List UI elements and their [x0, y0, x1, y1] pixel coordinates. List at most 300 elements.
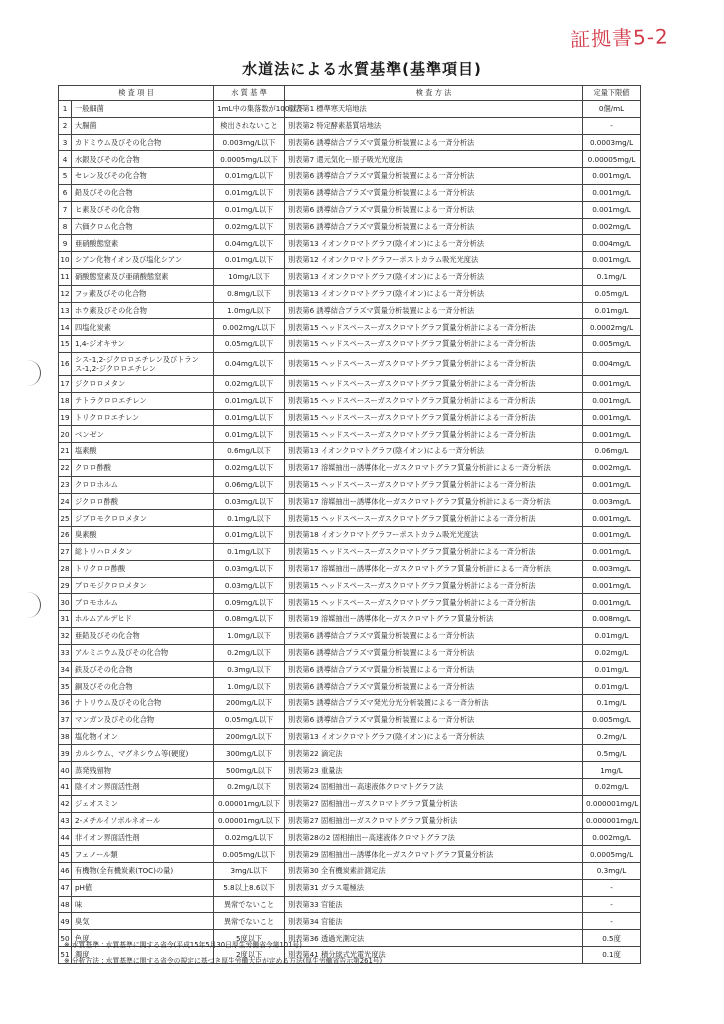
table-row: [59, 527, 641, 544]
row-number: 12: [59, 285, 72, 302]
row-number: 4: [59, 151, 72, 168]
row-method: 別表第6 誘導結合プラズマ質量分析装置による一斉分析法: [285, 201, 583, 218]
table-row: [59, 352, 641, 375]
row-standard: 0.05mg/L以下: [214, 711, 285, 728]
row-standard: 0.2mg/L以下: [214, 644, 285, 661]
row-limit: 0.004mg/L: [583, 235, 641, 252]
row-standard: 0.02mg/L以下: [214, 375, 285, 392]
row-limit: 0.02mg/L: [583, 779, 641, 796]
row-number: 28: [59, 560, 72, 577]
table-row: [59, 493, 641, 510]
row-limit: 0.001mg/L: [583, 577, 641, 594]
row-method: 別表第34 官能法: [285, 913, 583, 930]
table-header-row: [59, 86, 641, 101]
row-standard: 0.04mg/L以下: [214, 352, 285, 375]
row-method: 別表第15 ヘッドスペースーガスクロマトグラフ質量分析計による一斉分析法: [285, 409, 583, 426]
row-standard: 0.1mg/L以下: [214, 543, 285, 560]
row-item: 蒸発残留物: [72, 762, 214, 779]
row-number: 3: [59, 134, 72, 151]
table-row: [59, 913, 641, 930]
row-limit: 0.001mg/L: [583, 168, 641, 185]
row-item: ジェオスミン: [72, 795, 214, 812]
row-limit: 0.001mg/L: [583, 543, 641, 560]
row-number: 29: [59, 577, 72, 594]
row-method: 別表第6 誘導結合プラズマ質量分析装置による一斉分析法: [285, 134, 583, 151]
row-standard: 0.02mg/L以下: [214, 829, 285, 846]
row-standard: 0.01mg/L以下: [214, 168, 285, 185]
row-number: 47: [59, 879, 72, 896]
row-limit: 0.002mg/L: [583, 459, 641, 476]
row-limit: 0.001mg/L: [583, 594, 641, 611]
row-standard: 10mg/L以下: [214, 268, 285, 285]
table-row: [59, 879, 641, 896]
row-number: 6: [59, 184, 72, 201]
row-item: 亜鉛及びその化合物: [72, 627, 214, 644]
row-number: 36: [59, 695, 72, 712]
row-method: 別表第2 特定酵素基質培地法: [285, 117, 583, 134]
row-method: 別表第36 透過光測定法: [285, 930, 583, 947]
table-row: [59, 762, 641, 779]
row-number: 27: [59, 543, 72, 560]
row-limit: 0.0005mg/L: [583, 846, 641, 863]
row-number: 34: [59, 661, 72, 678]
row-number: 45: [59, 846, 72, 863]
row-item: シアン化物イオン及び塩化シアン: [72, 252, 214, 269]
row-number: 33: [59, 644, 72, 661]
row-limit: 0.01mg/L: [583, 661, 641, 678]
row-limit: 0個/mL: [583, 101, 641, 118]
row-number: 44: [59, 829, 72, 846]
row-number: 14: [59, 319, 72, 336]
header-standard: 水 質 基 準: [214, 86, 285, 101]
row-method: 別表第6 誘導結合プラズマ質量分析装置による一斉分析法: [285, 644, 583, 661]
row-item: カドミウム及びその化合物: [72, 134, 214, 151]
row-number: 30: [59, 594, 72, 611]
row-item: ナトリウム及びその化合物: [72, 695, 214, 712]
row-number: 42: [59, 795, 72, 812]
row-standard: 0.02mg/L以下: [214, 459, 285, 476]
row-method: 別表第15 ヘッドスペースーガスクロマトグラフ質量分析計による一斉分析法: [285, 392, 583, 409]
table-row: [59, 151, 641, 168]
row-standard: 異常でないこと: [214, 913, 285, 930]
row-standard: 1.0mg/L以下: [214, 302, 285, 319]
row-method: 別表第6 誘導結合プラズマ質量分析装置による一斉分析法: [285, 218, 583, 235]
row-limit: 0.002mg/L: [583, 218, 641, 235]
table-row: [59, 184, 641, 201]
table-row: [59, 560, 641, 577]
row-standard: 0.01mg/L以下: [214, 527, 285, 544]
row-limit: 0.004mg/L: [583, 352, 641, 375]
row-item: 鉛及びその化合物: [72, 184, 214, 201]
table-row: [59, 336, 641, 353]
table-row: [59, 235, 641, 252]
row-item: アルミニウム及びその化合物: [72, 644, 214, 661]
row-method: 別表第15 ヘッドスペースーガスクロマトグラフ質量分析計による一斉分析法: [285, 577, 583, 594]
row-item: 一般細菌: [72, 101, 214, 118]
table-row: [59, 846, 641, 863]
row-method: 別表第29 固相抽出ー誘導体化ーガスクロマトグラフ質量分析法: [285, 846, 583, 863]
table-row: [59, 443, 641, 460]
row-standard: 200mg/L以下: [214, 728, 285, 745]
row-standard: 0.00001mg/L以下: [214, 795, 285, 812]
row-method: 別表第31 ガラス電極法: [285, 879, 583, 896]
row-limit: 0.05mg/L: [583, 285, 641, 302]
row-item: 濁度: [72, 947, 214, 964]
row-number: 38: [59, 728, 72, 745]
row-number: 13: [59, 302, 72, 319]
table-row: [59, 426, 641, 443]
row-item: クロロホルム: [72, 476, 214, 493]
row-standard: 0.01mg/L以下: [214, 252, 285, 269]
row-limit: 0.001mg/L: [583, 527, 641, 544]
table-row: [59, 459, 641, 476]
row-limit: 0.5mg/L: [583, 745, 641, 762]
table-row: [59, 896, 641, 913]
row-item: テトラクロロエチレン: [72, 392, 214, 409]
row-item: 鉄及びその化合物: [72, 661, 214, 678]
row-method: 別表第17 溶媒抽出ー誘導体化ーガスクロマトグラフ質量分析計による一斉分析法: [285, 459, 583, 476]
row-method: 別表第6 誘導結合プラズマ質量分析装置による一斉分析法: [285, 184, 583, 201]
row-method: 別表第6 誘導結合プラズマ質量分析装置による一斉分析法: [285, 627, 583, 644]
row-number: 41: [59, 779, 72, 796]
table-row: [59, 285, 641, 302]
row-limit: 0.01mg/L: [583, 627, 641, 644]
row-number: 5: [59, 168, 72, 185]
row-number: 9: [59, 235, 72, 252]
row-limit: 0.001mg/L: [583, 510, 641, 527]
row-method: 別表第15 ヘッドスペースーガスクロマトグラフ質量分析計による一斉分析法: [285, 476, 583, 493]
table-row: [59, 661, 641, 678]
row-standard: 500mg/L以下: [214, 762, 285, 779]
row-number: 31: [59, 611, 72, 628]
row-standard: 0.01mg/L以下: [214, 392, 285, 409]
row-standard: 0.005mg/L以下: [214, 846, 285, 863]
row-method: 別表第17 溶媒抽出ー誘導体化ーガスクロマトグラフ質量分析計による一斉分析法: [285, 560, 583, 577]
row-limit: 0.001mg/L: [583, 409, 641, 426]
table-row: [59, 268, 641, 285]
table-row: [59, 375, 641, 392]
row-limit: -: [583, 896, 641, 913]
row-standard: 0.002mg/L以下: [214, 319, 285, 336]
row-number: 2: [59, 117, 72, 134]
row-item: 陰イオン界面活性剤: [72, 779, 214, 796]
table-row: [59, 392, 641, 409]
table-row: [59, 711, 641, 728]
row-standard: 1mL中の集落数が100以下: [214, 101, 285, 118]
row-item: ジクロロ酢酸: [72, 493, 214, 510]
row-number: 23: [59, 476, 72, 493]
row-item: フェノール類: [72, 846, 214, 863]
row-item: ベンゼン: [72, 426, 214, 443]
row-number: 35: [59, 678, 72, 695]
row-item: クロロ酢酸: [72, 459, 214, 476]
row-limit: -: [583, 913, 641, 930]
row-limit: 0.5度: [583, 930, 641, 947]
row-limit: 1mg/L: [583, 762, 641, 779]
row-standard: 2度以下: [214, 947, 285, 964]
table-row: [59, 611, 641, 628]
row-standard: 1.0mg/L以下: [214, 678, 285, 695]
row-limit: 0.3mg/L: [583, 863, 641, 880]
row-limit: 0.001mg/L: [583, 201, 641, 218]
row-method: 別表第6 誘導結合プラズマ質量分析装置による一斉分析法: [285, 711, 583, 728]
row-method: 別表第18 イオンクロマトグラフーポストカラム吸光光度法: [285, 527, 583, 544]
row-method: 別表第7 還元気化ー原子吸光光度法: [285, 151, 583, 168]
row-standard: 0.01mg/L以下: [214, 426, 285, 443]
row-limit: 0.1度: [583, 947, 641, 964]
row-limit: 0.001mg/L: [583, 476, 641, 493]
row-standard: 0.09mg/L以下: [214, 594, 285, 611]
row-limit: 0.005mg/L: [583, 336, 641, 353]
row-limit: 0.003mg/L: [583, 493, 641, 510]
row-item: セレン及びその化合物: [72, 168, 214, 185]
row-method: 別表第15 ヘッドスペースーガスクロマトグラフ質量分析計による一斉分析法: [285, 426, 583, 443]
row-number: 20: [59, 426, 72, 443]
table-row: [59, 101, 641, 118]
row-method: 別表第15 ヘッドスペースーガスクロマトグラフ質量分析計による一斉分析法: [285, 510, 583, 527]
row-item: 水銀及びその化合物: [72, 151, 214, 168]
row-limit: 0.001mg/L: [583, 375, 641, 392]
table-row: [59, 302, 641, 319]
row-standard: 0.02mg/L以下: [214, 218, 285, 235]
row-standard: 異常でないこと: [214, 896, 285, 913]
row-standard: 0.06mg/L以下: [214, 476, 285, 493]
row-number: 32: [59, 627, 72, 644]
row-item: 硝酸態窒素及び亜硝酸態窒素: [72, 268, 214, 285]
row-item: ブロモホルム: [72, 594, 214, 611]
table-row: [59, 594, 641, 611]
row-method: 別表第17 溶媒抽出ー誘導体化ーガスクロマトグラフ質量分析計による一斉分析法: [285, 493, 583, 510]
row-method: 別表第15 ヘッドスペースーガスクロマトグラフ質量分析計による一斉分析法: [285, 336, 583, 353]
row-item: カルシウム、マグネシウム等(硬度): [72, 745, 214, 762]
row-method: 別表第6 誘導結合プラズマ質量分析装置による一斉分析法: [285, 661, 583, 678]
row-method: 別表第13 イオンクロマトグラフ(陰イオン)による一斉分析法: [285, 285, 583, 302]
row-standard: 0.03mg/L以下: [214, 560, 285, 577]
table-row: [59, 745, 641, 762]
row-item: シス-1,2-ジクロロエチレン及びトランス-1,2-ジクロロエチレン: [72, 352, 214, 375]
row-item: 臭素酸: [72, 527, 214, 544]
row-limit: 0.002mg/L: [583, 829, 641, 846]
table-row: [59, 644, 641, 661]
punch-hole-mark: [14, 592, 41, 618]
row-number: 25: [59, 510, 72, 527]
header-method: 検 査 方 法: [285, 86, 583, 101]
row-number: 37: [59, 711, 72, 728]
row-item: 大腸菌: [72, 117, 214, 134]
row-standard: 0.01mg/L以下: [214, 409, 285, 426]
row-standard: 0.08mg/L以下: [214, 611, 285, 628]
row-number: 7: [59, 201, 72, 218]
row-method: 別表第19 溶媒抽出ー誘導体化ーガスクロマトグラフ質量分析法: [285, 611, 583, 628]
row-method: 別表第13 イオンクロマトグラフ(陰イオン)による一斉分析法: [285, 235, 583, 252]
row-item: トリクロロ酢酸: [72, 560, 214, 577]
row-number: 46: [59, 863, 72, 880]
row-method: 別表第6 誘導結合プラズマ質量分析装置による一斉分析法: [285, 678, 583, 695]
table-row: [59, 218, 641, 235]
row-method: 別表第13 イオンクロマトグラフ(陰イオン)による一斉分析法: [285, 443, 583, 460]
row-limit: 0.001mg/L: [583, 426, 641, 443]
row-standard: 0.003mg/L以下: [214, 134, 285, 151]
table-row: [59, 252, 641, 269]
row-limit: 0.0002mg/L: [583, 319, 641, 336]
table-row: [59, 829, 641, 846]
row-standard: 200mg/L以下: [214, 695, 285, 712]
row-number: 15: [59, 336, 72, 353]
table-row: [59, 627, 641, 644]
row-method: 別表第15 ヘッドスペースーガスクロマトグラフ質量分析計による一斉分析法: [285, 352, 583, 375]
row-item: 臭気: [72, 913, 214, 930]
row-limit: 0.1mg/L: [583, 695, 641, 712]
row-number: 10: [59, 252, 72, 269]
row-item: ホルムアルデヒド: [72, 611, 214, 628]
row-standard: 0.1mg/L以下: [214, 510, 285, 527]
footnote: ※ 水質基準 : 水質基準に関する省令(平成15年5月30日厚生労働省令第101号): [64, 941, 302, 949]
handwritten-exhibit-label: 証拠書5-2: [569, 24, 670, 52]
row-method: 別表第28の2 固相抽出ー高速液体クロマトグラフ法: [285, 829, 583, 846]
row-limit: 0.06mg/L: [583, 443, 641, 460]
row-limit: 0.02mg/L: [583, 644, 641, 661]
row-limit: -: [583, 117, 641, 134]
row-method: 別表第24 固相抽出ー高速液体クロマトグラフ法: [285, 779, 583, 796]
row-method: 別表第41 積分球式光電光度法: [285, 947, 583, 964]
table-row: [59, 678, 641, 695]
row-limit: 0.008mg/L: [583, 611, 641, 628]
row-number: 24: [59, 493, 72, 510]
row-method: 別表第13 イオンクロマトグラフ(陰イオン)による一斉分析法: [285, 728, 583, 745]
footnote: ※ 分析方法 : 水質基準に関する省令の規定に基づき厚生労働大臣が定める方法(厚生労働省告示第261号): [64, 957, 383, 965]
row-number: 16: [59, 352, 72, 375]
row-method: 別表第27 固相抽出ーガスクロマトグラフ質量分析法: [285, 795, 583, 812]
table-row: [59, 543, 641, 560]
row-number: 1: [59, 101, 72, 118]
row-standard: 0.2mg/L以下: [214, 779, 285, 796]
row-method: 別表第15 ヘッドスペースーガスクロマトグラフ質量分析計による一斉分析法: [285, 543, 583, 560]
row-limit: 0.001mg/L: [583, 392, 641, 409]
table-row: [59, 779, 641, 796]
table-row: [59, 476, 641, 493]
row-number: 8: [59, 218, 72, 235]
row-item: 総トリハロメタン: [72, 543, 214, 560]
row-standard: 5度以下: [214, 930, 285, 947]
row-limit: 0.00005mg/L: [583, 151, 641, 168]
row-item: 銅及びその化合物: [72, 678, 214, 695]
table-row: [59, 134, 641, 151]
row-standard: 0.03mg/L以下: [214, 577, 285, 594]
row-method: 別表第22 滴定法: [285, 745, 583, 762]
row-number: 40: [59, 762, 72, 779]
row-standard: 0.0005mg/L以下: [214, 151, 285, 168]
row-number: 17: [59, 375, 72, 392]
row-standard: 0.8mg/L以下: [214, 285, 285, 302]
row-item: 非イオン界面活性剤: [72, 829, 214, 846]
row-limit: 0.000001mg/L: [583, 795, 641, 812]
row-limit: -: [583, 879, 641, 896]
table-row: [59, 168, 641, 185]
row-item: マンガン及びその化合物: [72, 711, 214, 728]
row-item: 味: [72, 896, 214, 913]
header-limit: 定量下限値: [583, 86, 641, 101]
row-item: 塩素酸: [72, 443, 214, 460]
row-number: 39: [59, 745, 72, 762]
row-method: 別表第15 ヘッドスペースーガスクロマトグラフ質量分析計による一斉分析法: [285, 594, 583, 611]
row-limit: 0.005mg/L: [583, 711, 641, 728]
header-item: 検 査 項 目: [59, 86, 214, 101]
row-method: 別表第6 誘導結合プラズマ質量分析装置による一斉分析法: [285, 302, 583, 319]
row-method: 別表第15 ヘッドスペースーガスクロマトグラフ質量分析計による一斉分析法: [285, 319, 583, 336]
table-row: [59, 409, 641, 426]
row-method: 別表第6 誘導結合プラズマ質量分析装置による一斉分析法: [285, 168, 583, 185]
row-method: 別表第1 標準寒天培地法: [285, 101, 583, 118]
row-limit: 0.01mg/L: [583, 302, 641, 319]
row-limit: 0.2mg/L: [583, 728, 641, 745]
row-method: 別表第12 イオンクロマトグラフーポストカラム吸光光度法: [285, 252, 583, 269]
row-limit: 0.01mg/L: [583, 678, 641, 695]
row-item: 色度: [72, 930, 214, 947]
row-method: 別表第13 イオンクロマトグラフ(陰イオン)による一斉分析法: [285, 268, 583, 285]
row-item: フッ素及びその化合物: [72, 285, 214, 302]
row-item: ヒ素及びその化合物: [72, 201, 214, 218]
table-row: [59, 117, 641, 134]
row-limit: 0.003mg/L: [583, 560, 641, 577]
table-row: [59, 201, 641, 218]
row-standard: 1.0mg/L以下: [214, 627, 285, 644]
punch-hole-mark: [14, 360, 41, 386]
row-item: 塩化物イオン: [72, 728, 214, 745]
row-item: ジクロロメタン: [72, 375, 214, 392]
row-standard: 5.8以上8.6以下: [214, 879, 285, 896]
row-standard: 300mg/L以下: [214, 745, 285, 762]
row-limit: 0.001mg/L: [583, 184, 641, 201]
row-number: 26: [59, 527, 72, 544]
row-method: 別表第30 全有機炭素計測定法: [285, 863, 583, 880]
row-standard: 0.00001mg/L以下: [214, 812, 285, 829]
row-limit: 0.001mg/L: [583, 252, 641, 269]
row-number: 18: [59, 392, 72, 409]
row-item: 四塩化炭素: [72, 319, 214, 336]
row-item: 2-メチルイソボルネオール: [72, 812, 214, 829]
row-limit: 0.0003mg/L: [583, 134, 641, 151]
row-standard: 検出されないこと: [214, 117, 285, 134]
row-standard: 0.3mg/L以下: [214, 661, 285, 678]
row-limit: 0.1mg/L: [583, 268, 641, 285]
table-row: [59, 319, 641, 336]
row-limit: 0.000001mg/L: [583, 812, 641, 829]
row-standard: 0.05mg/L以下: [214, 336, 285, 353]
row-method: 別表第5 誘導結合プラズマ発光分光分析装置による一斉分析法: [285, 695, 583, 712]
page-title: 水道法による水質基準(基準項目): [242, 60, 482, 78]
row-number: 11: [59, 268, 72, 285]
footnotes: [64, 937, 382, 969]
row-standard: 0.6mg/L以下: [214, 443, 285, 460]
row-standard: 0.04mg/L以下: [214, 235, 285, 252]
row-item: ジブロモクロロメタン: [72, 510, 214, 527]
row-method: 別表第33 官能法: [285, 896, 583, 913]
row-number: 22: [59, 459, 72, 476]
row-item: 1,4-ジオキサン: [72, 336, 214, 353]
table-row: [59, 863, 641, 880]
table-row: [59, 510, 641, 527]
row-item: 有機物(全有機炭素(TOC)の量): [72, 863, 214, 880]
row-number: 50: [59, 930, 72, 947]
table-row: [59, 577, 641, 594]
row-number: 49: [59, 913, 72, 930]
row-method: 別表第27 固相抽出ーガスクロマトグラフ質量分析法: [285, 812, 583, 829]
table-row: [59, 812, 641, 829]
row-number: 48: [59, 896, 72, 913]
row-item: 六価クロム化合物: [72, 218, 214, 235]
row-standard: 0.01mg/L以下: [214, 201, 285, 218]
row-item: トリクロロエチレン: [72, 409, 214, 426]
